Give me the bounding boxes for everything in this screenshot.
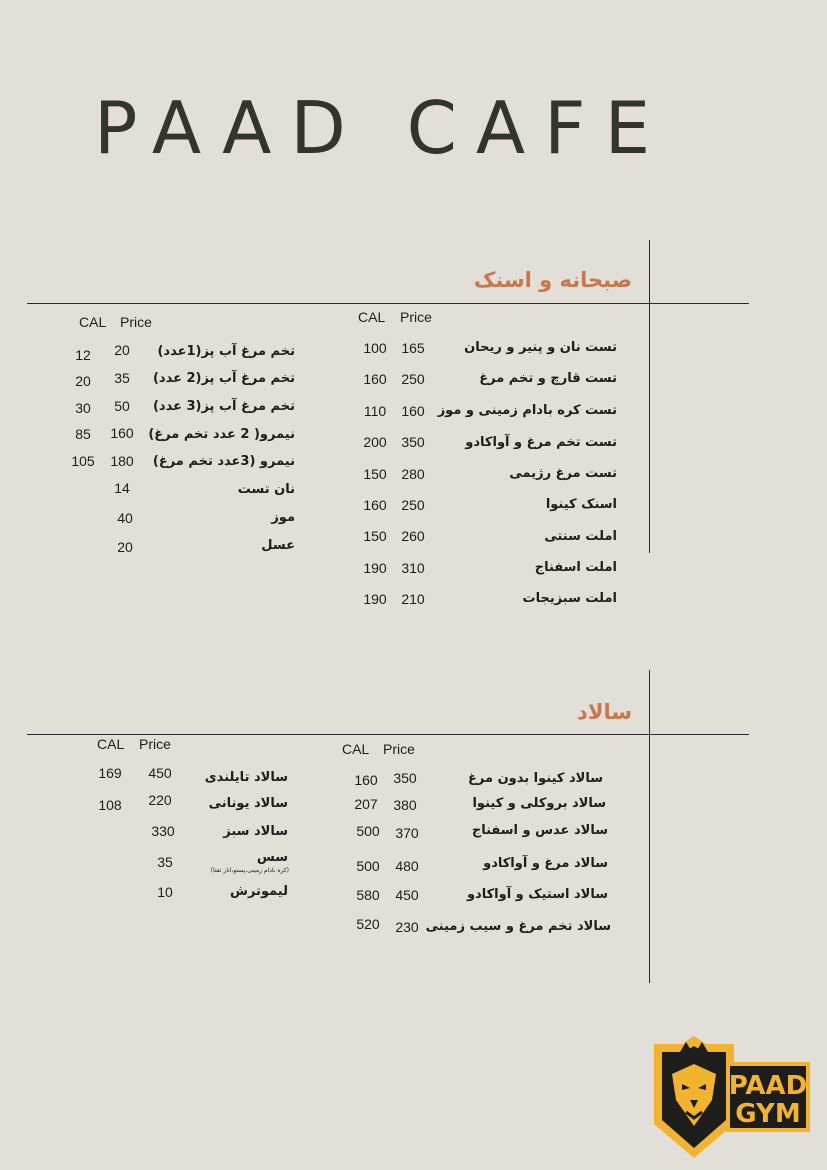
menu-item-cal: 108 — [98, 797, 122, 813]
menu-item-price: 250 — [401, 497, 425, 513]
menu-item-cal: 160 — [363, 371, 387, 387]
menu-item-price: 35 — [114, 370, 130, 386]
menu-item-name: لیموترش — [230, 884, 288, 899]
menu-item-cal: 580 — [356, 887, 380, 903]
menu-item-name: تست نان و پنیر و ریحان — [464, 340, 617, 355]
menu-item-name: نیمرو( 2 عدد تخم مرغ) — [148, 427, 295, 442]
menu-item-name: سالاد مرغ و آواکادو — [483, 856, 608, 871]
breakfast-right-price-header: Price — [400, 309, 432, 325]
lion-shield-icon — [652, 1034, 812, 1162]
menu-item-name: تست مرغ رژیمی — [509, 466, 617, 481]
menu-item-name: موز — [271, 510, 295, 525]
menu-item-price: 260 — [401, 528, 425, 544]
menu-item-cal: 160 — [363, 497, 387, 513]
menu-item-cal: 12 — [75, 347, 91, 363]
menu-item-price: 20 — [117, 539, 133, 555]
menu-item-price: 160 — [401, 403, 425, 419]
menu-item-name: سالاد کینوا بدون مرغ — [468, 771, 603, 786]
menu-item-price: 160 — [110, 425, 134, 441]
menu-item-cal: 200 — [363, 434, 387, 450]
menu-item-price: 350 — [393, 770, 417, 786]
sauce-subnote: (کره بادام زمینی،پستو،انار تفتا) — [210, 867, 289, 874]
menu-item-price: 220 — [148, 792, 172, 808]
menu-item-name: نان تست — [237, 482, 295, 497]
menu-item-price: 280 — [401, 466, 425, 482]
menu-item-cal: 150 — [363, 466, 387, 482]
menu-item-cal: 110 — [363, 403, 387, 419]
menu-item-name: تخم مرغ آب پز(2 عدد) — [152, 371, 295, 386]
menu-item-price: 50 — [114, 398, 130, 414]
menu-item-price: 450 — [395, 887, 419, 903]
menu-item-price: 380 — [393, 797, 417, 813]
breakfast-divider — [27, 303, 749, 304]
breakfast-right-cal-header: CAL — [358, 309, 386, 325]
menu-item-price: 210 — [401, 591, 425, 607]
salad-left-price-header: Price — [139, 736, 171, 752]
menu-item-name: اسنک کینوا — [545, 497, 617, 512]
logo-line1: PAAD — [728, 1071, 808, 1101]
menu-item-name: املت سنتی — [544, 529, 617, 544]
menu-item-cal: 169 — [98, 765, 122, 781]
menu-item-name: سالاد تخم مرغ و سیب زمینی — [425, 919, 611, 934]
menu-item-name: تخم مرغ آب پز(3 عدد) — [152, 399, 295, 414]
menu-item-name: تست کره بادام زمینی و موز — [437, 403, 617, 418]
menu-item-cal: 150 — [363, 528, 387, 544]
menu-item-cal: 500 — [356, 858, 380, 874]
menu-item-price: 165 — [401, 340, 425, 356]
salad-right-price-header: Price — [383, 741, 415, 757]
menu-item-name: سالاد بروکلی و کینوا — [472, 796, 606, 811]
menu-item-cal: 85 — [75, 426, 91, 442]
salad-vertical-rule — [649, 670, 650, 983]
menu-item-price: 310 — [401, 560, 425, 576]
menu-item-cal: 160 — [354, 772, 378, 788]
menu-item-price: 14 — [114, 480, 130, 496]
menu-item-price: 10 — [157, 884, 173, 900]
breakfast-vertical-rule — [649, 240, 650, 553]
breakfast-left-price-header: Price — [120, 314, 152, 330]
salad-heading: سالاد — [577, 700, 632, 724]
menu-item-price: 40 — [117, 510, 133, 526]
salad-left-cal-header: CAL — [97, 736, 125, 752]
menu-item-price: 480 — [395, 858, 419, 874]
menu-item-name: سالاد سبز — [223, 824, 288, 839]
menu-item-price: 330 — [151, 823, 175, 839]
menu-item-cal: 190 — [363, 591, 387, 607]
menu-item-cal: 30 — [75, 400, 91, 416]
menu-item-price: 230 — [395, 919, 419, 935]
menu-item-price: 250 — [401, 371, 425, 387]
menu-item-price: 20 — [114, 342, 130, 358]
menu-item-name: املت سبزیجات — [522, 591, 617, 606]
salad-divider — [27, 734, 749, 735]
menu-item-name: سالاد استیک و آواکادو — [466, 887, 608, 902]
menu-item-cal: 520 — [356, 916, 380, 932]
menu-item-name: سالاد یونانی — [208, 796, 288, 811]
menu-item-name: سس — [256, 850, 288, 865]
menu-item-name: سالاد تایلندی — [204, 770, 288, 785]
menu-item-cal: 105 — [71, 453, 95, 469]
logo-line2: GYM — [735, 1099, 801, 1129]
menu-item-price: 350 — [401, 434, 425, 450]
menu-item-cal: 500 — [356, 823, 380, 839]
menu-item-cal: 100 — [363, 340, 387, 356]
menu-item-cal: 207 — [354, 796, 378, 812]
menu-item-price: 450 — [148, 765, 172, 781]
paad-gym-logo — [652, 1034, 812, 1162]
menu-item-name: تست تخم مرغ و آواکادو — [465, 435, 617, 450]
menu-item-cal: 190 — [363, 560, 387, 576]
menu-item-name: تست قارچ و تخم مرغ — [479, 371, 617, 386]
menu-item-name: سالاد عدس و اسفناج — [471, 823, 608, 838]
menu-item-price: 180 — [110, 453, 134, 469]
menu-item-name: تخم مرغ آب پز(1عدد) — [157, 344, 295, 359]
breakfast-heading: صبحانه و اسنک — [473, 268, 632, 292]
menu-item-name: نیمرو (3عدد تخم مرغ) — [152, 454, 295, 469]
breakfast-left-cal-header: CAL — [79, 314, 107, 330]
menu-item-cal: 20 — [75, 373, 91, 389]
menu-item-name: املت اسفناج — [534, 560, 617, 575]
menu-item-name: عسل — [261, 538, 295, 553]
cafe-title: PAAD CAFE — [94, 86, 670, 170]
menu-item-price: 35 — [157, 854, 173, 870]
menu-item-price: 370 — [395, 825, 419, 841]
salad-right-cal-header: CAL — [342, 741, 370, 757]
